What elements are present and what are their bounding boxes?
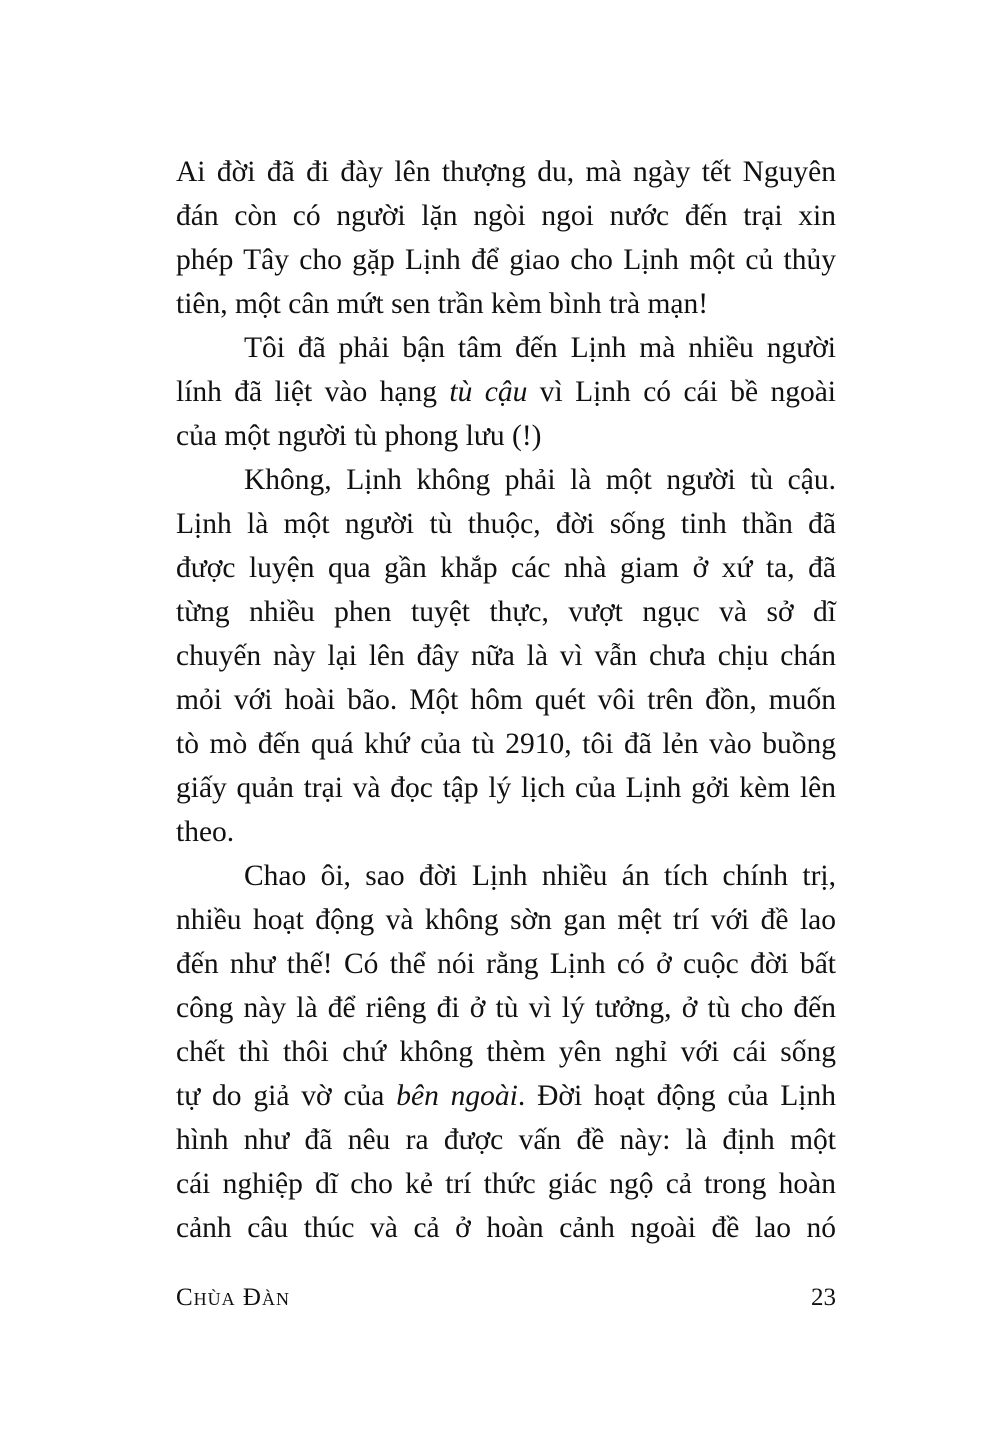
text-line: đán còn có người lặn ngòi ngoi nước đến trại xin bbox=[176, 200, 836, 232]
text-segment: . Đời hoạt động của Lịnh bbox=[517, 1080, 837, 1112]
text-line: từng nhiều phen tuyệt thực, vượt ngục và sở dĩ bbox=[176, 596, 836, 628]
italic-term: bên ngoài bbox=[396, 1080, 518, 1112]
text-line: tiên, một cân mứt sen trần kèm bình trà mạn! bbox=[176, 288, 709, 320]
text-line: được luyện qua gần khắp các nhà giam ở xứ ta, đã bbox=[176, 552, 836, 584]
text-line: mỏi với hoài bão. Một hôm quét vôi trên đồn, muốn bbox=[176, 684, 836, 716]
paragraph-1 bbox=[176, 150, 836, 326]
text-line: hình như đã nêu ra được vấn đề này: là định một bbox=[176, 1124, 836, 1156]
page-footer bbox=[176, 1278, 836, 1318]
text-segment: vì Lịnh có cái bề ngoài bbox=[527, 376, 837, 408]
text-line: Lịnh là một người tù thuộc, đời sống tinh thần đã bbox=[176, 508, 836, 540]
text-line: Chao ôi, sao đời Lịnh nhiều án tích chính trị, bbox=[244, 860, 836, 892]
page-text bbox=[176, 150, 836, 1250]
text-line: theo. bbox=[176, 816, 235, 848]
text-line: chuyến này lại lên đây nữa là vì vẫn chưa chịu chán bbox=[176, 640, 836, 672]
text-segment: tự do giả vờ của bbox=[176, 1080, 397, 1112]
text-line: đến như thế! Có thể nói rằng Lịnh có ở cuộc đời bất bbox=[176, 948, 836, 980]
italic-term: tù cậu bbox=[449, 376, 528, 408]
text-line: giấy quản trại và đọc tập lý lịch của Lịnh gởi kèm lên bbox=[176, 772, 836, 804]
text-line: nhiều hoạt động và không sờn gan mệt trí với đề lao bbox=[176, 904, 836, 936]
paragraph-2 bbox=[176, 326, 836, 458]
text-line: của một người tù phong lưu (!) bbox=[176, 420, 542, 452]
text-line: công này là để riêng đi ở tù vì lý tưởng, ở tù cho đến bbox=[176, 992, 836, 1024]
text-line bbox=[176, 370, 836, 414]
paragraph-4 bbox=[176, 854, 836, 1250]
text-line: Không, Lịnh không phải là một người tù cậu. bbox=[244, 464, 836, 496]
text-line: chết thì thôi chứ không thèm yên nghỉ với cái sống bbox=[176, 1036, 836, 1068]
text-line: cảnh câu thúc và cả ở hoàn cảnh ngoài đề lao nó bbox=[176, 1212, 836, 1244]
text-line: Tôi đã phải bận tâm đến Lịnh mà nhiều người bbox=[244, 332, 836, 364]
text-line: tò mò đến quá khứ của tù 2910, tôi đã lẻn vào buồng bbox=[176, 728, 836, 760]
text-line: phép Tây cho gặp Lịnh để giao cho Lịnh một củ thủy bbox=[176, 244, 836, 276]
paragraph-3 bbox=[176, 458, 836, 854]
page-number: 23 bbox=[811, 1284, 836, 1311]
text-line bbox=[176, 1074, 836, 1118]
text-line: Ai đời đã đi đày lên thượng du, mà ngày tết Nguyên bbox=[176, 156, 836, 188]
running-title: Chùa Đàn bbox=[176, 1284, 290, 1311]
text-segment: lính đã liệt vào hạng bbox=[176, 376, 450, 408]
text-line: cái nghiệp dĩ cho kẻ trí thức giác ngộ cả trong hoàn bbox=[176, 1168, 836, 1200]
